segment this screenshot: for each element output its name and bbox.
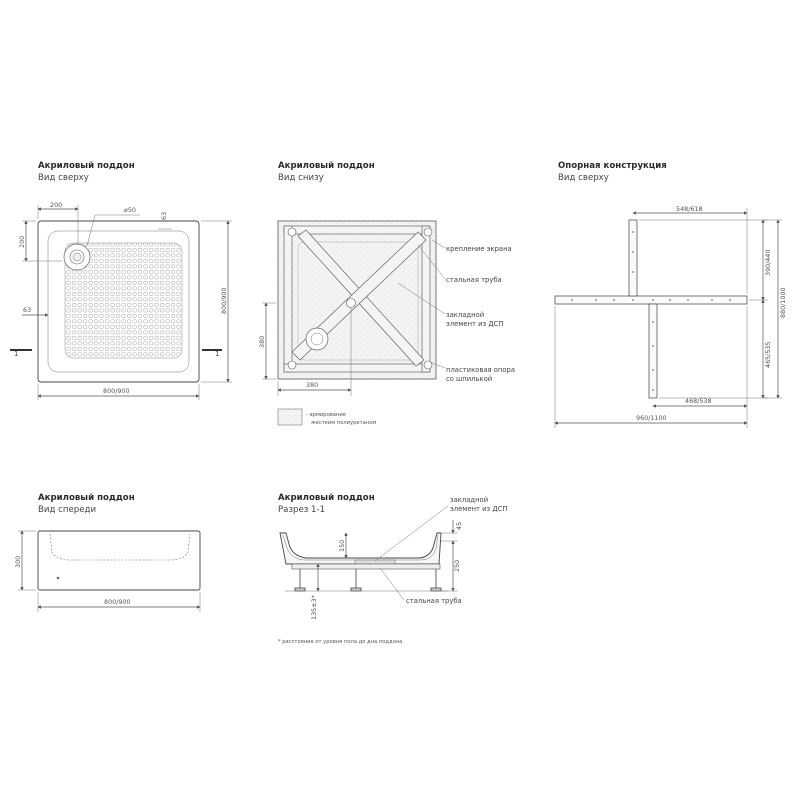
footnote: * расстояние от уровня пола до дна поддона [278,639,403,645]
support-title: Опорная конструкция [558,161,667,171]
dim-tray-width: 800/900 [103,387,130,395]
dim-465: 465/535 [764,341,772,368]
legend-line-1: - армирование [306,412,346,418]
dim-880: 880/1000 [779,287,787,318]
dim-300: 300 [14,555,22,568]
dim-135: 135±3* [310,595,318,620]
bottom-view-subtitle: Вид снизу [278,173,324,183]
dim-front-width: 800/900 [104,598,131,606]
bottom-drain [306,328,328,350]
label-plastic-support-2: со шпилькой [446,375,493,383]
section-label-embedded-2: элемент из ДСП [450,505,508,513]
support-subtitle: Вид сверху [558,173,609,183]
dim-200-top: 200 [50,201,63,209]
dim-390: 390/440 [764,249,772,276]
dim-tray-height: 800/900 [220,287,228,314]
top-view [10,161,232,400]
section-legs [295,569,441,591]
label-plastic-support-1: пластиковая опора [446,366,515,374]
dim-diam: ⌀50 [124,206,136,214]
dim-468: 468/538 [685,397,712,405]
front-view-title: Акриловый поддон [38,493,135,503]
section-title: Акриловый поддон [278,493,375,503]
top-view-title: Акриловый поддон [38,161,135,171]
legend-swatch [278,409,302,425]
legend-line-2: жестким полиуретаном [311,420,377,426]
support-structure [555,161,787,428]
section-label-steel-pipe: стальная труба [406,597,462,605]
dim-150: 150 [338,539,346,552]
section-view [278,493,508,645]
label-embedded-1: закладной [446,311,485,319]
section-steel-pipe [292,564,440,569]
section-embedded-board [355,560,395,564]
section-label-embedded-1: закладной [450,496,489,504]
label-steel-pipe: стальная труба [446,276,502,284]
dim-380-vertical: 380 [258,335,266,348]
svg-text:1: 1 [14,350,19,358]
drain [64,244,90,270]
dim-250: 250 [453,559,461,572]
dim-548: 548/618 [676,205,703,213]
dim-960: 960/1100 [636,414,667,422]
section-marker-right [202,350,222,358]
front-view [14,493,200,612]
dim-200-left: 200 [18,235,26,248]
section-marker-left [10,350,32,358]
bottom-view [258,161,515,426]
section-profile [280,533,441,564]
section-subtitle: Разрез 1-1 [278,505,326,515]
svg-text:1: 1 [215,350,220,358]
label-screen-mount: крепление экрана [446,245,512,253]
dim-63-right: 63 [160,211,168,220]
bottom-view-title: Акриловый поддон [278,161,375,171]
top-view-subtitle: Вид сверху [38,173,89,183]
support-bar-horizontal [555,296,747,304]
dim-45: 45 [455,521,463,530]
label-embedded-2: элемент из ДСП [446,320,504,328]
support-bar-vertical-bottom [649,304,657,398]
dim-380-horizontal: 380 [306,381,319,389]
front-view-subtitle: Вид спереди [38,505,97,515]
front-outline [38,531,200,590]
dim-63-left: 63 [23,306,32,314]
